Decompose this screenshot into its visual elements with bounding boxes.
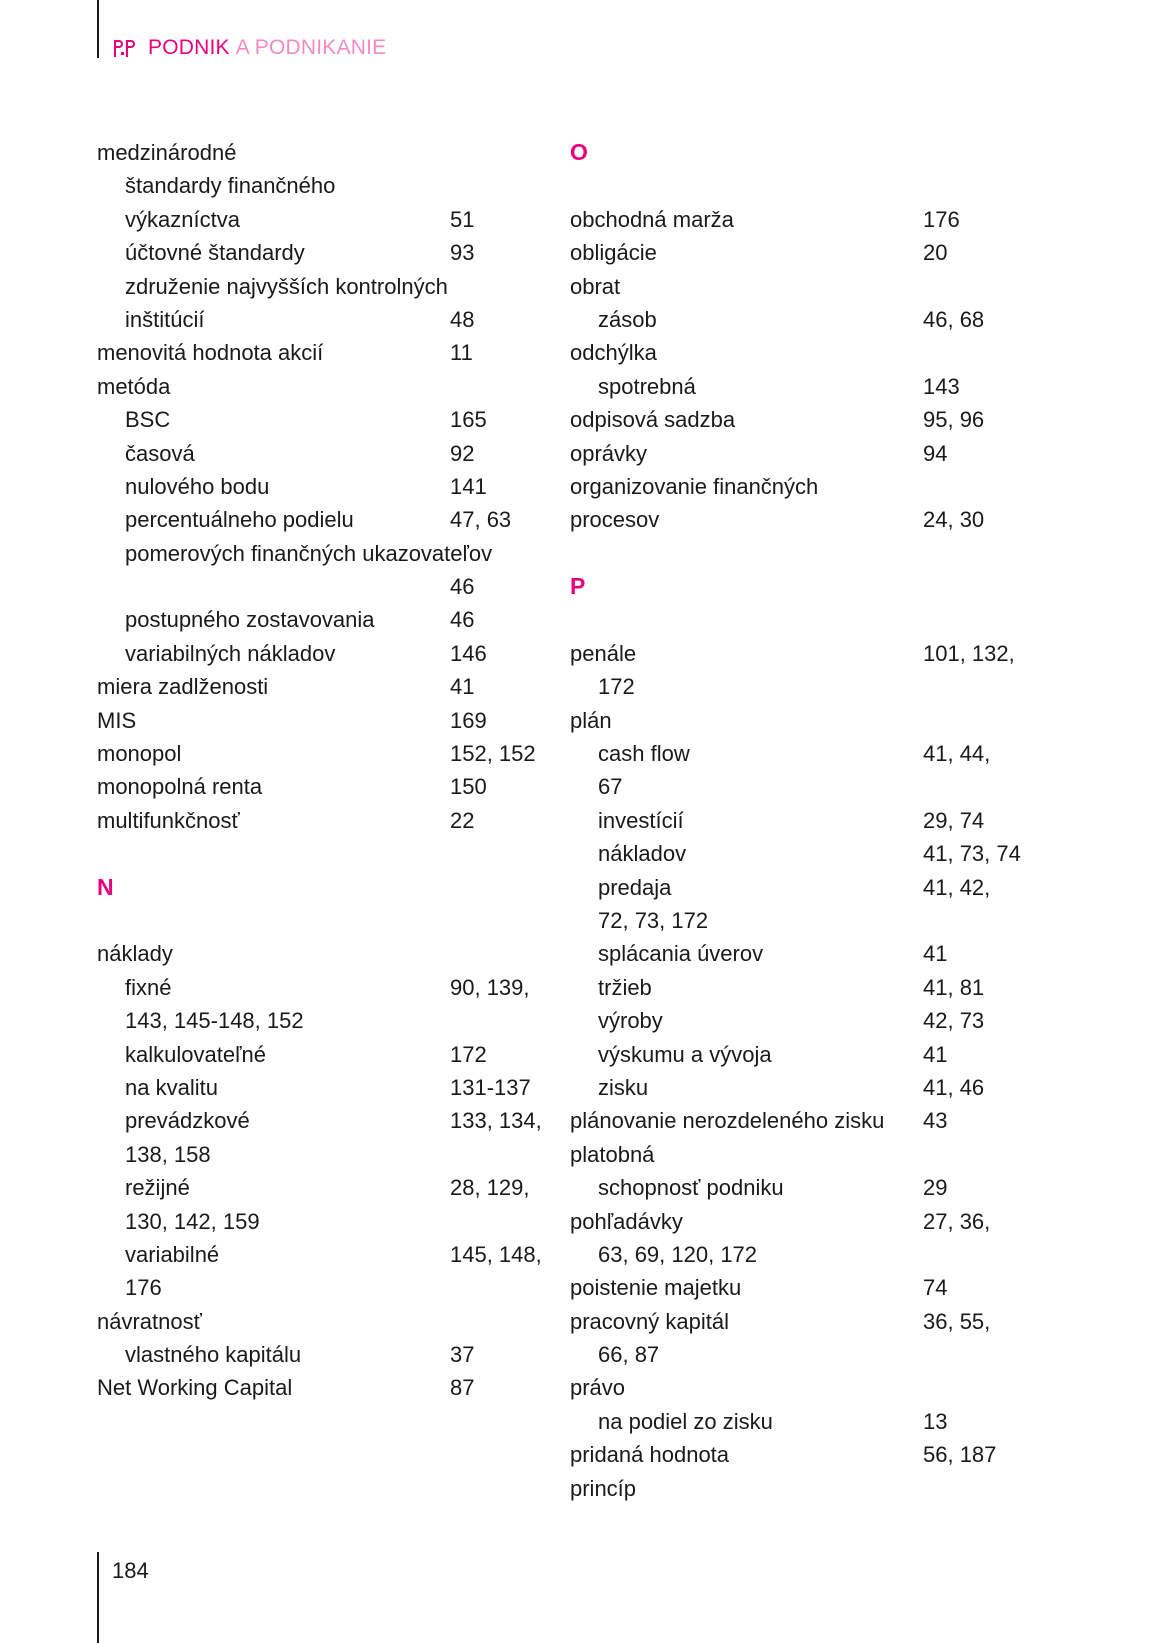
index-term: plánovanie nerozdeleného zisku bbox=[570, 1108, 885, 1134]
index-column-left bbox=[97, 136, 552, 1405]
index-term: nákladov bbox=[598, 841, 687, 867]
index-term: cash flow bbox=[598, 741, 690, 767]
index-term: miera zadlženosti bbox=[97, 674, 269, 700]
index-entry bbox=[570, 637, 1040, 670]
index-term: 72, 73, 172 bbox=[598, 907, 709, 933]
index-entry bbox=[97, 1371, 552, 1404]
index-page-refs: 47, 63 bbox=[450, 507, 512, 533]
index-page-refs: 169 bbox=[450, 707, 487, 733]
index-subentry bbox=[97, 1171, 552, 1204]
index-page-refs: 46 bbox=[450, 607, 475, 633]
index-page-refs: 101, 132, bbox=[923, 640, 1015, 666]
index-subentry bbox=[97, 1138, 552, 1171]
index-entry bbox=[97, 937, 552, 970]
index-page-refs: 20 bbox=[923, 240, 948, 266]
index-subentry bbox=[97, 470, 552, 503]
index-term: P bbox=[570, 573, 586, 600]
index-term: investícií bbox=[598, 807, 684, 833]
index-term: obligácie bbox=[570, 240, 657, 266]
index-page-refs: 146 bbox=[450, 640, 487, 666]
index-term: obchodná marža bbox=[570, 206, 734, 232]
index-subentry bbox=[570, 1004, 1040, 1037]
index-subentry bbox=[97, 1271, 552, 1304]
index-entry bbox=[570, 403, 1040, 436]
index-entry bbox=[570, 704, 1040, 737]
index-page-refs: 22 bbox=[450, 807, 475, 833]
index-subentry bbox=[570, 937, 1040, 970]
index-term: 138, 158 bbox=[125, 1141, 211, 1167]
index-term: 172 bbox=[598, 674, 635, 700]
index-page-refs: 143 bbox=[923, 373, 960, 399]
index-subentry bbox=[97, 603, 552, 636]
index-term: 176 bbox=[125, 1275, 162, 1301]
index-page-refs: 141 bbox=[450, 473, 487, 499]
index-subentry bbox=[570, 1038, 1040, 1071]
index-subentry bbox=[570, 904, 1040, 937]
index-subentry bbox=[570, 303, 1040, 336]
index-term: výskumu a vývoja bbox=[598, 1041, 772, 1067]
index-term: Net Working Capital bbox=[97, 1375, 293, 1401]
index-term: monopolná renta bbox=[97, 774, 263, 800]
index-term: plán bbox=[570, 707, 612, 733]
index-page-refs: 51 bbox=[450, 206, 475, 232]
index-subentry bbox=[97, 1238, 552, 1271]
index-page-refs: 42, 73 bbox=[923, 1008, 985, 1034]
index-page-refs: 48 bbox=[450, 306, 475, 332]
index-page-refs: 56, 187 bbox=[923, 1442, 997, 1468]
index-entry bbox=[97, 704, 552, 737]
index-term: zisku bbox=[598, 1074, 649, 1100]
index-term: pohľadávky bbox=[570, 1208, 683, 1234]
index-entry bbox=[570, 203, 1040, 236]
index-page-refs: 41, 42, bbox=[923, 874, 991, 900]
index-subentry bbox=[570, 737, 1040, 770]
index-term: MIS bbox=[97, 707, 137, 733]
index-page-refs: 41 bbox=[923, 1041, 948, 1067]
index-term: 130, 142, 159 bbox=[125, 1208, 260, 1234]
header-title-secondary: A PODNIKANIE bbox=[235, 36, 387, 59]
index-term: kalkulovateľné bbox=[125, 1041, 266, 1067]
index-page-refs: 94 bbox=[923, 440, 948, 466]
index-page-refs: 41, 73, 74 bbox=[923, 841, 1021, 867]
index-page-refs: 41, 44, bbox=[923, 741, 991, 767]
index-term: princíp bbox=[570, 1475, 637, 1501]
index-spacer bbox=[570, 603, 1040, 636]
index-subentry bbox=[97, 971, 552, 1004]
index-term: procesov bbox=[570, 507, 660, 533]
index-letter-heading bbox=[570, 570, 1040, 603]
index-page-refs: 133, 134, bbox=[450, 1108, 542, 1134]
index-page-refs: 46 bbox=[450, 574, 475, 600]
index-term: multifunkčnosť bbox=[97, 807, 240, 833]
index-entry bbox=[97, 737, 552, 770]
index-term: štandardy finančného bbox=[125, 173, 336, 199]
index-subentry bbox=[97, 437, 552, 470]
index-subentry bbox=[97, 1104, 552, 1137]
publisher-logo-icon bbox=[112, 37, 140, 59]
page-number: 184 bbox=[112, 1558, 149, 1583]
index-term: predaja bbox=[598, 874, 672, 900]
index-term: BSC bbox=[125, 407, 171, 433]
index-entry bbox=[97, 1305, 552, 1338]
index-subentry bbox=[97, 503, 552, 536]
index-term: účtovné štandardy bbox=[125, 240, 305, 266]
index-page-refs: 37 bbox=[450, 1342, 475, 1368]
index-term: splácania úverov bbox=[598, 941, 764, 967]
index-term: náklady bbox=[97, 941, 173, 967]
index-entry bbox=[97, 136, 552, 169]
index-spacer bbox=[570, 169, 1040, 202]
index-term: časová bbox=[125, 440, 195, 466]
index-entry bbox=[570, 437, 1040, 470]
index-term: 66, 87 bbox=[598, 1342, 660, 1368]
index-subentry bbox=[97, 1205, 552, 1238]
index-term: režijné bbox=[125, 1175, 190, 1201]
index-page-refs: 41, 46 bbox=[923, 1074, 985, 1100]
index-entry bbox=[570, 1138, 1040, 1171]
index-entry bbox=[570, 1371, 1040, 1404]
index-term: pracovný kapitál bbox=[570, 1308, 729, 1334]
index-entry bbox=[570, 1271, 1040, 1304]
index-term: schopnosť podniku bbox=[598, 1175, 784, 1201]
index-subentry bbox=[570, 837, 1040, 870]
index-subentry bbox=[97, 1038, 552, 1071]
index-entry bbox=[570, 1438, 1040, 1471]
index-term: postupného zostavovania bbox=[125, 607, 375, 633]
index-page-refs: 41, 81 bbox=[923, 974, 985, 1000]
index-page-refs: 13 bbox=[923, 1408, 948, 1434]
index-term: na podiel zo zisku bbox=[598, 1408, 773, 1434]
index-entry bbox=[570, 1104, 1040, 1137]
running-header bbox=[112, 33, 386, 63]
index-subentry bbox=[570, 1238, 1040, 1271]
index-letter-heading bbox=[570, 136, 1040, 169]
index-page-refs: 95, 96 bbox=[923, 407, 985, 433]
index-term: 143, 145-148, 152 bbox=[125, 1008, 304, 1034]
index-term: variabilných nákladov bbox=[125, 640, 336, 666]
index-term: 63, 69, 120, 172 bbox=[598, 1241, 758, 1267]
index-page-refs: 165 bbox=[450, 407, 487, 433]
index-term: výroby bbox=[598, 1008, 663, 1034]
index-letter-heading bbox=[97, 871, 552, 904]
index-page-refs: 36, 55, bbox=[923, 1308, 991, 1334]
index-page-refs: 29, 74 bbox=[923, 807, 985, 833]
index-term: spotrebná bbox=[598, 373, 696, 399]
index-page-refs: 92 bbox=[450, 440, 475, 466]
index-entry bbox=[570, 1305, 1040, 1338]
index-term: obrat bbox=[570, 273, 621, 299]
index-subentry bbox=[97, 1071, 552, 1104]
index-term: monopol bbox=[97, 741, 182, 767]
index-page-refs: 87 bbox=[450, 1375, 475, 1401]
index-entry bbox=[570, 336, 1040, 369]
index-subentry bbox=[570, 770, 1040, 803]
index-page-refs: 29 bbox=[923, 1175, 948, 1201]
index-page-refs: 93 bbox=[450, 240, 475, 266]
index-subentry bbox=[97, 537, 552, 570]
index-subentry bbox=[570, 1071, 1040, 1104]
index-entry bbox=[97, 770, 552, 803]
index-term: tržieb bbox=[598, 974, 652, 1000]
index-term: percentuálneho podielu bbox=[125, 507, 354, 533]
index-subentry bbox=[97, 403, 552, 436]
index-term: organizovanie finančných bbox=[570, 473, 819, 499]
index-term: O bbox=[570, 139, 588, 165]
index-term: pomerových finančných ukazovateľov bbox=[125, 540, 493, 566]
index-subentry bbox=[97, 303, 552, 336]
index-term: variabilné bbox=[125, 1241, 220, 1267]
index-term: nulového bodu bbox=[125, 473, 270, 499]
index-page-refs: 41 bbox=[450, 674, 475, 700]
index-subentry bbox=[97, 270, 552, 303]
bottom-margin-rule bbox=[97, 1552, 99, 1643]
index-page-refs: 27, 36, bbox=[923, 1208, 991, 1234]
index-subentry bbox=[97, 203, 552, 236]
index-column-right bbox=[570, 136, 1040, 1505]
index-subentry bbox=[570, 871, 1040, 904]
index-entry bbox=[97, 370, 552, 403]
index-term: poistenie majetku bbox=[570, 1275, 742, 1301]
index-term: penále bbox=[570, 640, 637, 666]
index-subentry bbox=[97, 1004, 552, 1037]
index-subentry bbox=[570, 1338, 1040, 1371]
index-term: oprávky bbox=[570, 440, 648, 466]
index-spacer bbox=[97, 904, 552, 937]
index-term: výkazníctva bbox=[125, 206, 240, 232]
index-subentry bbox=[570, 1171, 1040, 1204]
index-term: vlastného kapitálu bbox=[125, 1342, 302, 1368]
index-entry bbox=[97, 336, 552, 369]
index-page-refs: 152, 152 bbox=[450, 741, 536, 767]
index-entry bbox=[570, 470, 1040, 503]
index-entry bbox=[570, 503, 1040, 536]
index-term: menovitá hodnota akcií bbox=[97, 340, 324, 366]
top-margin-rule bbox=[97, 0, 99, 58]
index-term: 67 bbox=[598, 774, 623, 800]
index-page-refs: 74 bbox=[923, 1275, 948, 1301]
index-entry bbox=[97, 804, 552, 837]
index-entry bbox=[570, 1205, 1040, 1238]
index-entry bbox=[570, 236, 1040, 269]
index-page-refs: 172 bbox=[450, 1041, 487, 1067]
index-page-refs: 11 bbox=[450, 340, 473, 366]
index-term: zásob bbox=[598, 306, 657, 332]
index-term: právo bbox=[570, 1375, 626, 1401]
index-subentry bbox=[97, 1338, 552, 1371]
index-page-refs: 43 bbox=[923, 1108, 948, 1134]
index-page-refs: 41 bbox=[923, 941, 948, 967]
index-term: na kvalitu bbox=[125, 1074, 218, 1100]
index-entry bbox=[570, 270, 1040, 303]
index-term: N bbox=[97, 873, 114, 900]
index-subentry bbox=[97, 570, 552, 603]
index-term: združenie najvyšších kontrolných bbox=[125, 273, 448, 299]
index-term: odpisová sadzba bbox=[570, 407, 736, 433]
index-term: inštitúcií bbox=[125, 306, 205, 332]
index-subentry bbox=[570, 370, 1040, 403]
index-term: prevádzkové bbox=[125, 1108, 250, 1134]
index-page-refs: 150 bbox=[450, 774, 487, 800]
index-subentry bbox=[570, 804, 1040, 837]
index-term: odchýlka bbox=[570, 340, 657, 366]
index-subentry bbox=[570, 971, 1040, 1004]
index-page-refs: 90, 139, bbox=[450, 974, 530, 1000]
index-term: medzinárodné bbox=[97, 140, 237, 165]
index-page-refs: 24, 30 bbox=[923, 507, 985, 533]
index-entry bbox=[570, 1472, 1040, 1505]
index-subentry bbox=[570, 1405, 1040, 1438]
index-page-refs: 145, 148, bbox=[450, 1241, 542, 1267]
index-page-refs: 46, 68 bbox=[923, 306, 985, 332]
index-term: platobná bbox=[570, 1141, 655, 1167]
index-term: návratnosť bbox=[97, 1308, 202, 1334]
index-term: fixné bbox=[125, 974, 172, 1000]
index-page-refs: 131-137 bbox=[450, 1074, 531, 1100]
index-subentry bbox=[97, 169, 552, 202]
index-subentry bbox=[97, 637, 552, 670]
header-title-primary: PODNIK bbox=[148, 36, 230, 59]
index-subentry bbox=[97, 236, 552, 269]
index-entry bbox=[97, 670, 552, 703]
index-spacer bbox=[97, 837, 552, 870]
index-page-refs: 28, 129, bbox=[450, 1175, 530, 1201]
index-term: metóda bbox=[97, 373, 171, 399]
index-subentry bbox=[570, 670, 1040, 703]
index-term: pridaná hodnota bbox=[570, 1442, 730, 1468]
index-spacer bbox=[570, 537, 1040, 570]
index-page-refs: 176 bbox=[923, 206, 960, 232]
